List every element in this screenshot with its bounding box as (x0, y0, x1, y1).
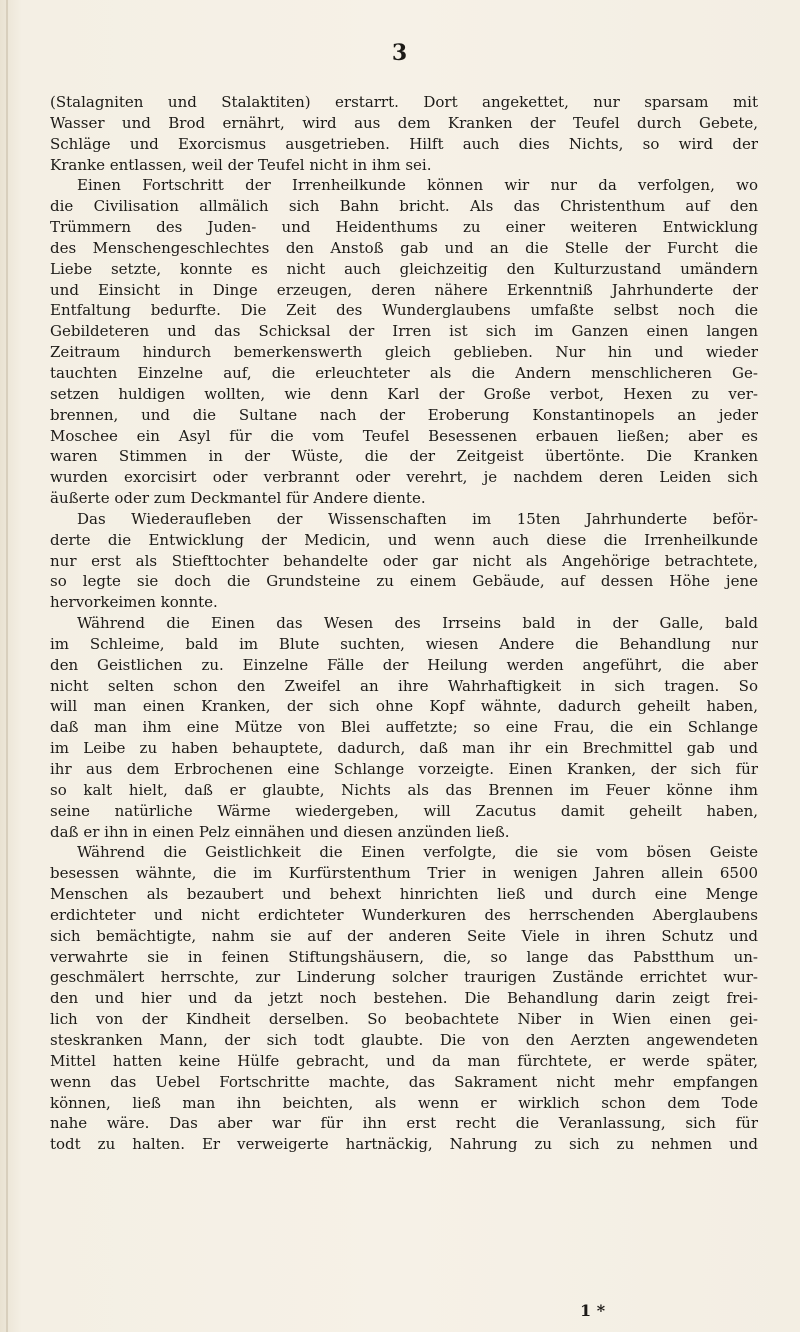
text-line: Einen Fortschritt der Irrenheilkunde können wir nur da verfolgen, wo (77, 176, 758, 195)
text-line: Entfaltung bedurfte. Die Zeit des Wunderglaubens umfaßte selbst noch die (50, 301, 758, 320)
text-line: Menschen als bezaubert und behext hinrichten ließ und durch eine Menge (50, 885, 758, 904)
text-line: Kranke entlassen, weil der Teufel nicht in ihm sei. (50, 155, 432, 174)
signature-mark: 1 * (580, 1301, 606, 1320)
text-line: hervorkeimen konnte. (50, 593, 218, 612)
text-line: daß man ihm eine Mütze von Blei auffetzte; so eine Frau, die ein Schlange (50, 718, 758, 737)
text-line: nahe wäre. Das aber war für ihn erst recht die Veranlassung, sich für (50, 1114, 758, 1133)
text-line: Während die Einen das Wesen des Irrseins bald in der Galle, bald (77, 614, 758, 633)
text-line: Liebe setzte, konnte es nicht auch gleichzeitig den Kulturzustand umändern (50, 259, 758, 278)
text-line: im Schleime, bald im Blute suchten, wiesen Andere die Behandlung nur (50, 634, 758, 653)
text-line: Gebildeteren und das Schicksal der Irren ist sich im Ganzen einen langen (50, 322, 758, 341)
text-line: Zeitraum hindurch bemerkenswerth gleich geblieben. Nur hin und wieder (50, 343, 758, 362)
text-line: Wasser und Brod ernährt, wird aus dem Kranken der Teufel durch Gebete, (50, 113, 758, 132)
text-line: Das Wiederaufleben der Wissenschaften im 15ten Jahrhunderte beför- (77, 509, 758, 528)
text-line: todt zu halten. Er verweigerte hartnäckig, Nahrung zu sich zu nehmen und (50, 1135, 758, 1154)
text-line: daß er ihn in einen Pelz einnähen und diesen anzünden ließ. (50, 822, 510, 841)
text-line: Mittel hatten keine Hülfe gebracht, und da man fürchtete, er werde später, (50, 1051, 758, 1070)
text-line: äußerte oder zum Deckmantel für Andere diente. (50, 489, 426, 508)
page-gutter (6, 0, 8, 1332)
text-line: (Stalagniten und Stalaktiten) erstarrt. Dort angekettet, nur sparsam mit (50, 93, 758, 111)
text-line: wenn das Uebel Fortschritte machte, das Sakrament nicht mehr empfangen (50, 1072, 758, 1091)
text-line: des Menschengeschlechtes den Anstoß gab und an die Stelle der Furcht die (50, 238, 758, 257)
text-line: ihr aus dem Erbrochenen eine Schlange vorzeigte. Einen Kranken, der sich für (50, 760, 758, 778)
text-line: seine natürliche Wärme wiedergeben, will Zacutus damit geheilt haben, (50, 801, 758, 820)
text-line: geschmälert herrschte, zur Linderung solcher traurigen Zustände errichtet wur- (50, 968, 758, 987)
text-line: und Einsicht in Dinge erzeugen, deren nähere Erkenntniß Jahrhunderte der (50, 280, 758, 299)
text-line: erdichteter und nicht erdichteter Wunderkuren des herrschenden Aberglaubens (50, 905, 758, 924)
text-line: können, ließ man ihn beichten, als wenn er wirklich schon dem Tode (50, 1093, 758, 1112)
text-line: sich bemächtigte, nahm sie auf der anderen Seite Viele in ihren Schutz und (50, 926, 758, 945)
text-line: waren Stimmen in der Wüste, die der Zeitgeist übertönte. Die Kranken (50, 447, 758, 466)
text-line: brennen, und die Sultane nach der Eroberung Konstantinopels an jeder (50, 405, 758, 424)
text-line: nicht selten schon den Zweifel an ihre Wahrhaftigkeit in sich tragen. So (50, 676, 758, 695)
text-line: tauchten Einzelne auf, die erleuchteter als die Andern menschlicheren Ge- (50, 363, 758, 382)
text-line: besessen wähnte, die im Kurfürstenthum Trier in wenigen Jahren allein 6500 (50, 864, 758, 883)
text-line: im Leibe zu haben behauptete, dadurch, daß man ihr ein Brechmittel gab und (50, 739, 758, 758)
body-text (50, 92, 758, 1155)
text-line: so legte sie doch die Grundsteine zu einem Gebäude, auf dessen Höhe jene (50, 572, 758, 591)
text-line: Schläge und Exorcismus ausgetrieben. Hilft auch dies Nichts, so wird der (50, 134, 758, 153)
text-line: nur erst als Stiefttochter behandelte oder gar nicht als Angehörige betrachtete, (50, 551, 758, 570)
text-line: will man einen Kranken, der sich ohne Kopf wähnte, dadurch geheilt haben, (50, 697, 758, 716)
text-line: steskranken Mann, der sich todt glaubte. Die von den Aerzten angewendeten (50, 1030, 758, 1049)
text-line: lich von der Kindheit derselben. So beobachtete Niber in Wien einen gei- (50, 1010, 758, 1029)
text-line: wurden exorcisirt oder verbrannt oder verehrt, je nachdem deren Leiden sich (50, 468, 758, 487)
page-number: 3 (391, 40, 409, 66)
text-line: den und hier und da jetzt noch bestehen. Die Behandlung darin zeigt frei- (50, 989, 758, 1008)
text-line: Moschee ein Asyl für die vom Teufel Besessenen erbauen ließen; aber es (50, 426, 758, 445)
text-line: den Geistlichen zu. Einzelne Fälle der Heilung werden angeführt, die aber (50, 655, 758, 674)
text-line: Trümmern des Juden- und Heidenthums zu einer weiteren Entwicklung (50, 218, 758, 237)
text-line: setzen huldigen wollten, wie denn Karl der Große verbot, Hexen zu ver- (50, 384, 758, 403)
text-line: verwahrte sie in feinen Stiftungshäusern, die, so lange das Pabstthum un- (50, 947, 758, 966)
text-line: Während die Geistlichkeit die Einen verfolgte, die sie vom bösen Geiste (77, 843, 758, 862)
text-line: so kalt hielt, daß er glaubte, Nichts als das Brennen im Feuer könne ihm (50, 780, 758, 799)
text-line: die Civilisation allmälich sich Bahn bricht. Als das Christenthum auf den (50, 197, 758, 216)
text-line: derte die Entwicklung der Medicin, und wenn auch diese die Irrenheilkunde (50, 530, 758, 549)
